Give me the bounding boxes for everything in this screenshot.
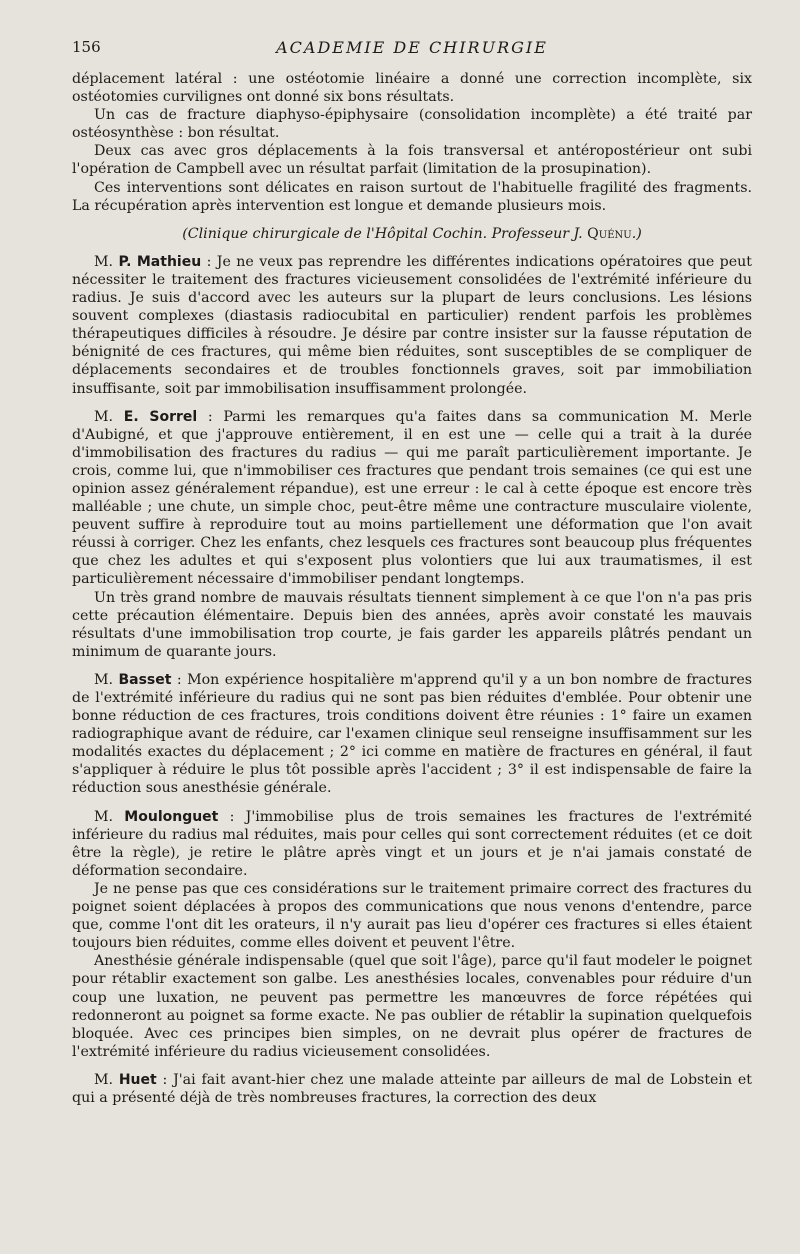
page-number: 156 — [72, 38, 101, 56]
speaker-initial: E. — [123, 408, 139, 425]
intro-paragraph: Ces interventions sont délicates en raison surtout de l'habituelle fragilité des fragments. La récupération après intervention est longue et demande plusieurs mois. — [72, 179, 752, 214]
speaker-title: M. — [94, 808, 114, 825]
speaker-name: Moulonguet — [124, 808, 219, 825]
speaker-title: M. — [94, 671, 114, 688]
running-title: ACADEMIE DE CHIRURGIE — [276, 38, 548, 57]
intervention-moulonguet — [72, 808, 752, 880]
intervention-huet — [72, 1071, 752, 1107]
speaker-title: M. — [94, 1071, 114, 1088]
speech-paragraph: Je ne pense pas que ces considérations sur le traitement primaire correct des fractures du poignet soient déplacées à propos des communications que nous venons d'entendre, parce que, comme l'ont dit les orateurs, il n'y aurait pas lieu d'opérer ces fractures si elles étaient toujours bien réduites, comme elles doivent et peuvent l'être. — [72, 880, 752, 952]
intro-paragraph: Un cas de fracture diaphyso-épiphysaire (consolidation incomplète) a été traité par ostéosynthèse : bon résultat. — [72, 107, 752, 142]
source-professor: Quénu — [587, 225, 632, 242]
intervention-mathieu — [72, 253, 752, 398]
speech-paragraph: Anesthésie générale indispensable (quel que soit l'âge), parce qu'il faut modeler le poignet pour rétablir exactement son galbe. Les anesthésies locales, convenables pour réduire d'un coup une luxation, ne peuvent pas permettre les manœuvres de force répétées qui redonneront au poignet sa forme exacte. Ne pas oublier de rétablir la supination quelquefois bloquée. Avec ces principes bien simples, on ne devrait plus opérer de fractures de l'extrémité inférieure du radius vicieusement consolidées. — [72, 953, 752, 1060]
speech-paragraph: Un très grand nombre de mauvais résultats tiennent simplement à ce que l'on n'a pas pris cette précaution élémentaire. Depuis bien des années, après avoir constaté les mauvais résultats d'une immobilisation trop courte, je fais garder les appareils plâtrés pendant un minimum de quarante jours. — [72, 589, 752, 660]
speaker-name: Huet — [118, 1071, 157, 1088]
source-text: (Clinique chirurgicale de l'Hôpital Cochin. Professeur J. — [182, 225, 583, 242]
speaker-title: M. — [94, 253, 114, 270]
page-body — [72, 70, 752, 1107]
source-end: .) — [631, 225, 642, 242]
intro-paragraph: déplacement latéral : une ostéotomie linéaire a donné une correction incomplète, six ostéotomies curvilignes ont donné six bons résultats. — [72, 71, 752, 106]
speaker-name: Sorrel — [149, 408, 198, 425]
speaker-title: M. — [94, 408, 114, 425]
speaker-initial: P. — [118, 253, 132, 270]
intervention-basset — [72, 671, 752, 798]
source-attribution — [72, 225, 752, 243]
speech-text: : Mon expérience hospitalière m'apprend qu'il y a un bon nombre de fractures de l'extrémité inférieure du radius qui ne sont pas bien réduites d'emblée. Pour obtenir une bonne réduction de ces fractures, trois conditions doivent être réunies : 1° faire un examen radiographique avant de réduire, car l'examen clinique seul renseigne insuffisamment sur les modalités exactes du déplacement ; 2° ici comme en matière de fractures en général, il faut s'appliquer à réduire le plus tôt possible après l'accident ; 3° il est indispensable de faire la réduction sous anesthésie générale. — [72, 671, 752, 797]
page-header — [72, 38, 752, 62]
speech-text: : Parmi les remarques qu'a faites dans sa communication M. Merle d'Aubigné, et que j'approuve entièrement, il en est une — celle qui a trait à la durée d'immobilisation des fractures du radius — qui me paraît particulièrement importante. Je crois, comme lui, que n'immobiliser ces fractures que pendant trois semaines (ce qui est une opinion assez généralement répandue), est une erreur : le cal à cette époque est encore très malléable ; une chute, un simple choc, peut-être même une contracture musculaire violente, peuvent suffire à reproduire tout au moins partiellement une déformation que l'on avait réussi à corriger. Chez les enfants, chez lesquels ces fractures sont beaucoup plus fréquentes que chez les adultes et qui s'exposent plus volontiers que lui aux traumatismes, il est particulièrement nécessaire d'immobiliser pendant longtemps. — [72, 408, 753, 588]
speaker-name: Basset — [118, 671, 172, 688]
intro-paragraph: Deux cas avec gros déplacements à la fois transversal et antéropostérieur ont subi l'opération de Campbell avec un résultat parfait (limitation de la prosupination). — [72, 143, 752, 178]
speech-text: : Je ne veux pas reprendre les différentes indications opératoires que peut nécessiter le traitement des fractures vicieusement consolidées de l'extrémité inférieure du radius. Je suis d'accord avec les auteurs sur la plupart de leurs conclusions. Les lésions souvent complexes (diastasis radiocubital en particulier) rendent parfois les problèmes thérapeutiques difficiles à résoudre. Je désire par contre insister sur la fausse réputation de bénignité de ces fractures, qui même bien réduites, sont susceptibles de se compliquer de déplacements secondaires et de troubles fonctionnels graves, soit par immobiliation insuffisante, soit par immobilisation insuffisamment prolongée. — [72, 253, 752, 397]
intervention-sorrel — [72, 408, 752, 589]
speech-text: : J'immobilise plus de trois semaines les fractures de l'extrémité inférieure du radius mal réduites, mais pour celles qui sont correctement réduites (et ce doit être la règle), je retire le plâtre après vingt et un jours et je n'ai jamais constaté de déformation secondaire. — [72, 808, 753, 879]
speaker-name: Mathieu — [136, 253, 202, 270]
speech-text: : J'ai fait avant-hier chez une malade atteinte par ailleurs de mal de Lobstein et qui a présenté déjà de très nombreuses fractures, la correction des deux — [72, 1071, 752, 1106]
